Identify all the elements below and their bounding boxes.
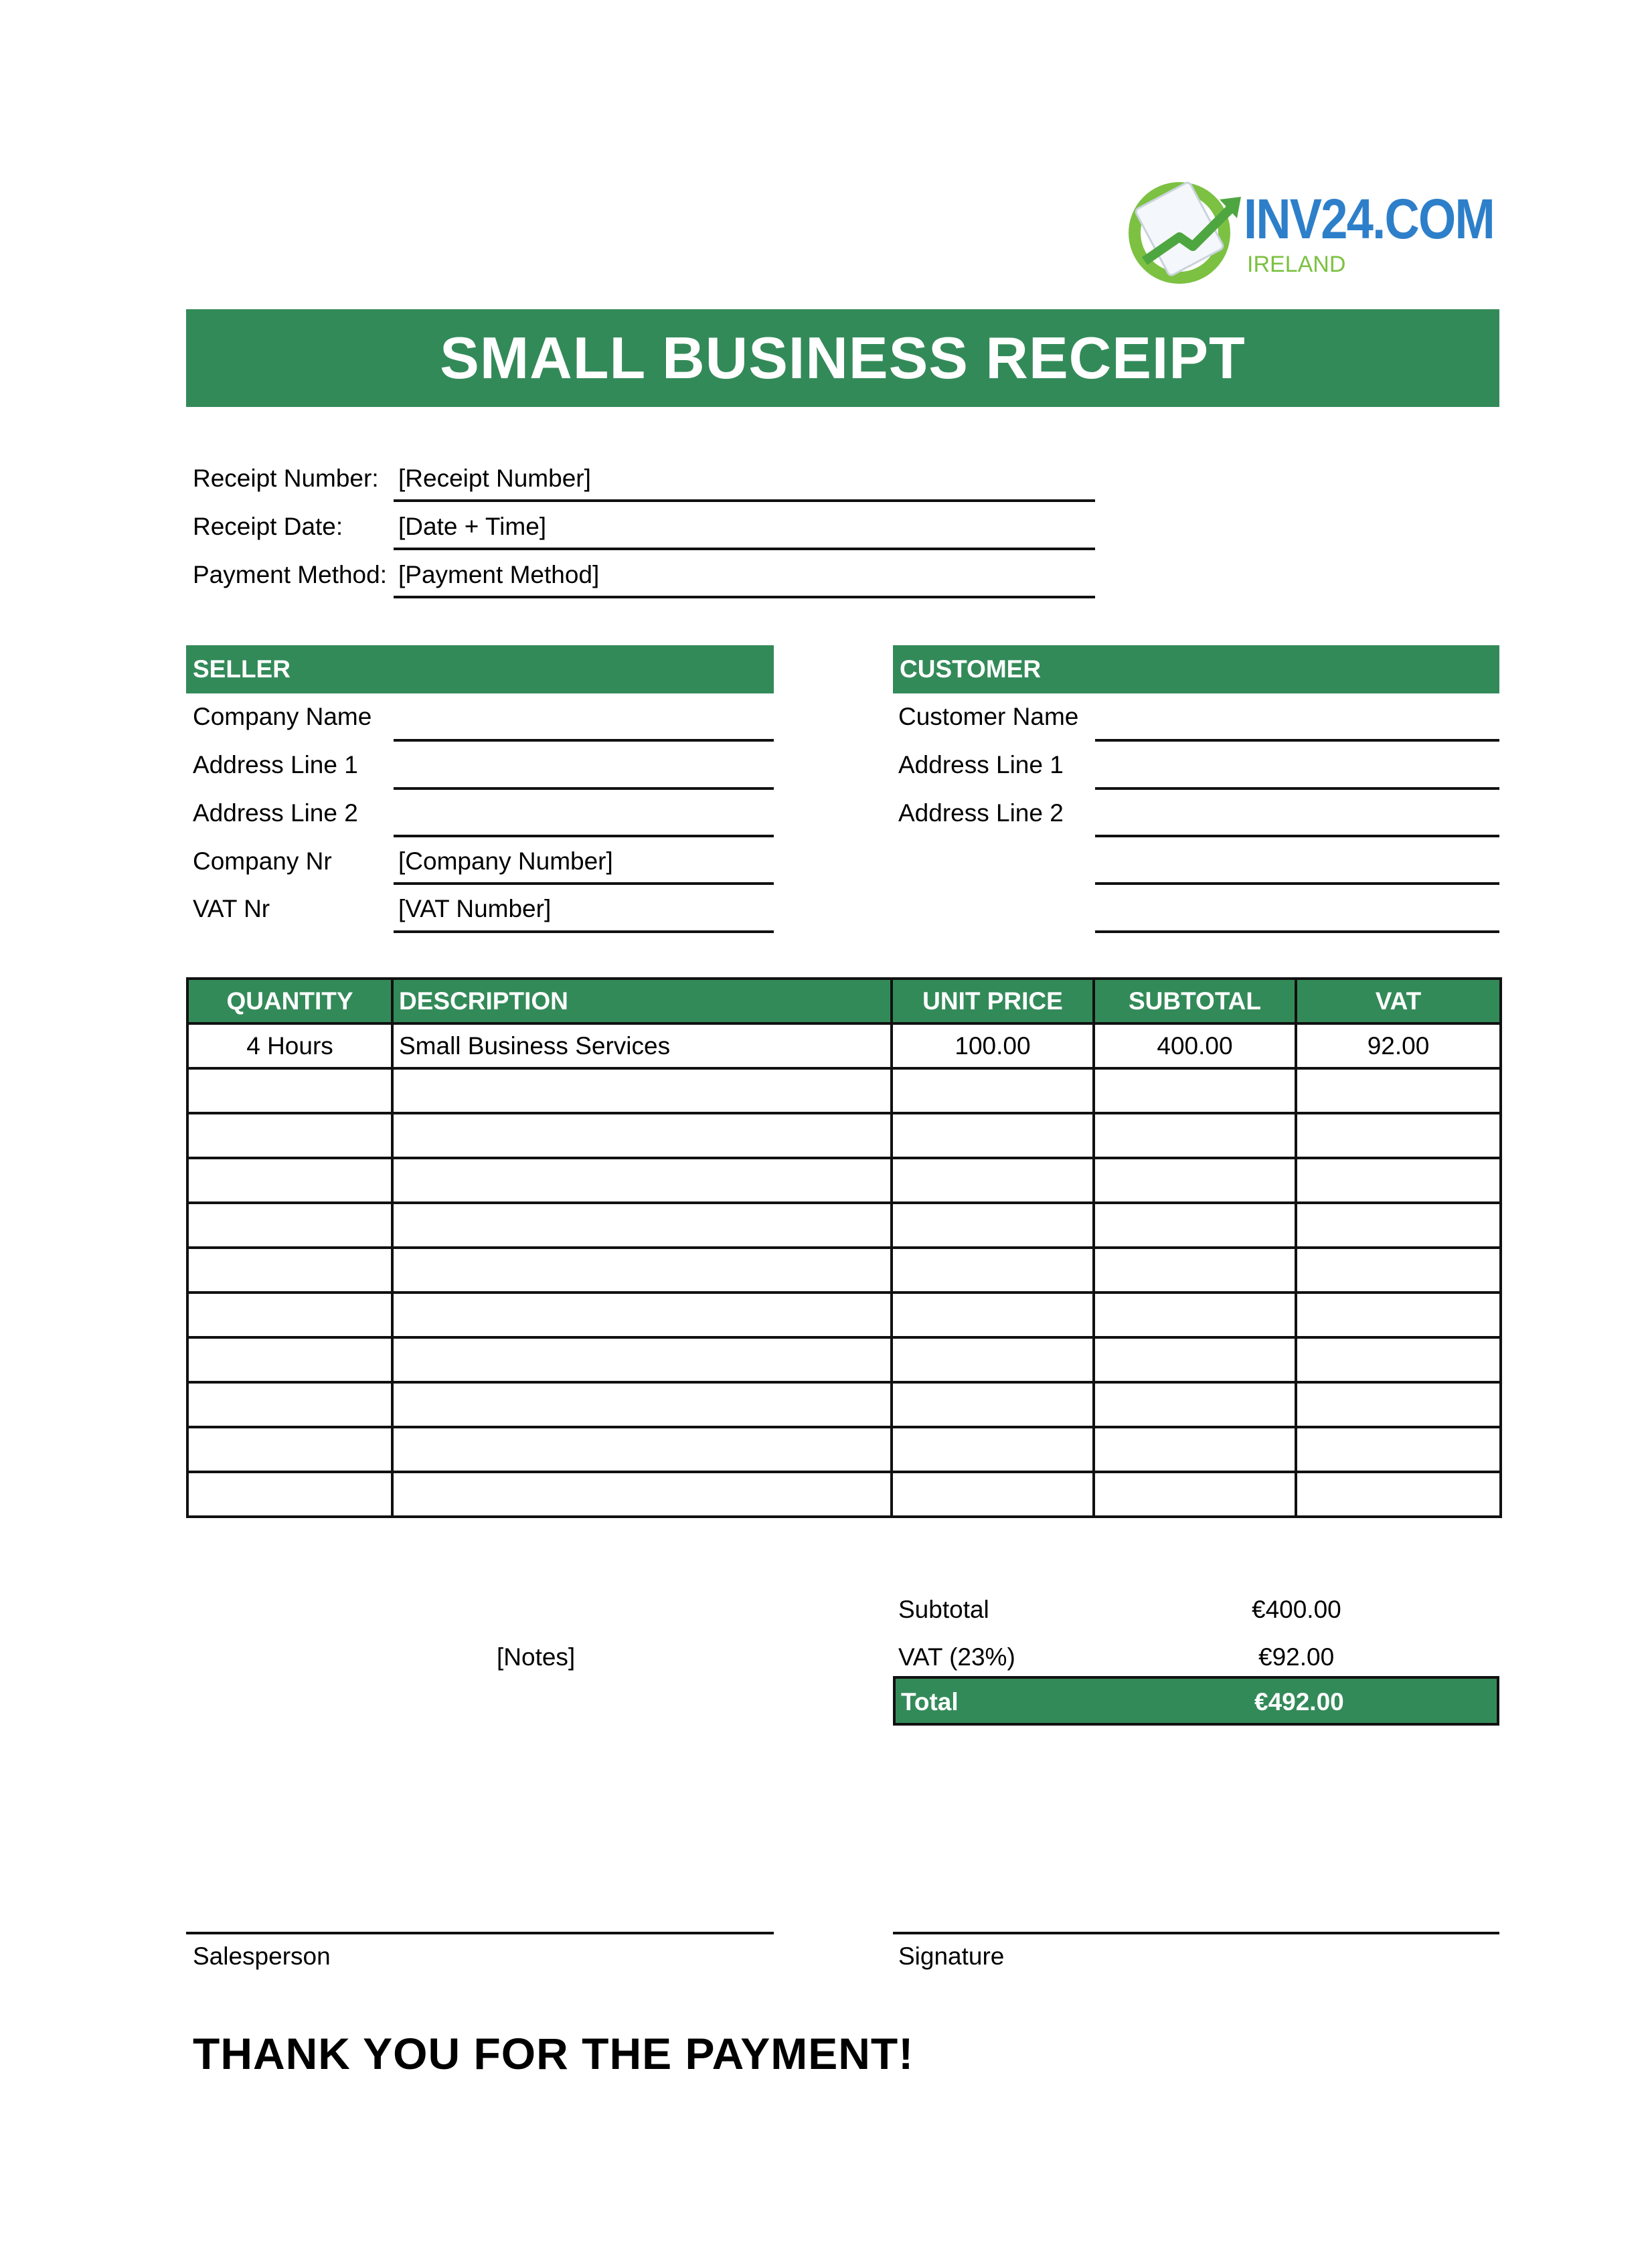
cell-subtotal[interactable] (1094, 1113, 1296, 1158)
seller-vat-nr-value[interactable]: [VAT Number] (398, 895, 552, 922)
cell-unit-price[interactable] (892, 1203, 1094, 1248)
cell-unit-price[interactable] (892, 1382, 1094, 1427)
seller-company-nr-value[interactable]: [Company Number] (398, 847, 613, 875)
cell-vat[interactable] (1296, 1068, 1501, 1113)
table-row (187, 1248, 1501, 1293)
seller-address2-label: Address Line 2 (193, 799, 358, 827)
cell-subtotal[interactable] (1094, 1158, 1296, 1203)
seller-vat-nr-line (394, 930, 774, 933)
cell-quantity[interactable] (187, 1113, 392, 1158)
customer-address2-label: Address Line 2 (898, 799, 1064, 827)
page-title: SMALL BUSINESS RECEIPT (440, 325, 1246, 391)
cell-vat[interactable] (1296, 1382, 1501, 1427)
seller-address1-label: Address Line 1 (193, 751, 358, 778)
cell-unit-price[interactable] (892, 1472, 1094, 1517)
cell-vat[interactable] (1296, 1203, 1501, 1248)
cell-description[interactable] (392, 1158, 892, 1203)
cell-description[interactable] (392, 1472, 892, 1517)
cell-unit-price[interactable] (892, 1068, 1094, 1113)
items-table (186, 977, 1502, 1518)
cell-unit-price[interactable] (892, 1427, 1094, 1472)
cell-unit-price[interactable] (892, 1337, 1094, 1382)
customer-address1-label: Address Line 1 (898, 751, 1064, 778)
seller-header (186, 645, 774, 693)
receipt-number-label: Receipt Number: (193, 465, 379, 492)
signature-label: Signature (898, 1942, 1005, 1970)
cell-vat[interactable] (1296, 1158, 1501, 1203)
subtotal-value: €400.00 (1252, 1596, 1341, 1623)
col-header-unit-price: UNIT PRICE (892, 979, 1094, 1023)
cell-subtotal[interactable] (1094, 1203, 1296, 1248)
cell-subtotal[interactable] (1094, 1382, 1296, 1427)
cell-description[interactable] (392, 1248, 892, 1293)
cell-quantity[interactable] (187, 1068, 392, 1113)
cell-quantity[interactable] (187, 1382, 392, 1427)
receipt-number-line (394, 499, 1095, 502)
notes-text[interactable]: [Notes] (497, 1643, 576, 1671)
logo-brand-text: INV24.COM (1244, 187, 1494, 250)
customer-extra1-line (1095, 882, 1499, 885)
cell-vat[interactable] (1296, 1113, 1501, 1158)
col-header-vat: VAT (1296, 979, 1501, 1023)
cell-subtotal[interactable] (1094, 1472, 1296, 1517)
customer-extra2-line (1095, 930, 1499, 933)
cell-description[interactable] (392, 1337, 892, 1382)
customer-name-line (1095, 739, 1499, 742)
cell-quantity[interactable]: 4 Hours (187, 1023, 392, 1068)
receipt-date-label: Receipt Date: (193, 513, 343, 540)
customer-heading: CUSTOMER (900, 655, 1042, 683)
receipt-date-line (394, 548, 1095, 550)
cell-description[interactable] (392, 1068, 892, 1113)
seller-heading: SELLER (193, 655, 291, 683)
cell-quantity[interactable] (187, 1293, 392, 1337)
cell-vat[interactable] (1296, 1248, 1501, 1293)
table-row (187, 1068, 1501, 1113)
receipt-number-value[interactable]: [Receipt Number] (398, 465, 591, 492)
cell-quantity[interactable] (187, 1158, 392, 1203)
cell-subtotal[interactable] (1094, 1248, 1296, 1293)
cell-unit-price[interactable] (892, 1158, 1094, 1203)
cell-subtotal[interactable]: 400.00 (1094, 1023, 1296, 1068)
grand-total-value: €492.00 (1254, 1688, 1344, 1716)
seller-company-name-line (394, 739, 774, 742)
table-row (187, 1472, 1501, 1517)
items-header-row (187, 979, 1501, 1023)
receipt-date-value[interactable]: [Date + Time] (398, 513, 547, 540)
cell-vat[interactable] (1296, 1472, 1501, 1517)
cell-vat[interactable]: 92.00 (1296, 1023, 1501, 1068)
payment-method-label: Payment Method: (193, 561, 387, 588)
seller-company-nr-line (394, 882, 774, 885)
cell-quantity[interactable] (187, 1203, 392, 1248)
grand-total-label: Total (901, 1688, 959, 1716)
cell-quantity[interactable] (187, 1337, 392, 1382)
salesperson-label: Salesperson (193, 1942, 331, 1970)
col-header-quantity: QUANTITY (187, 979, 392, 1023)
seller-address2-line (394, 835, 774, 837)
thank-you-footer: THANK YOU FOR THE PAYMENT! (193, 2029, 914, 2078)
vat-total-value: €92.00 (1258, 1643, 1335, 1671)
cell-subtotal[interactable] (1094, 1337, 1296, 1382)
signature-line (893, 1932, 1499, 1934)
vat-total-label: VAT (23%) (898, 1643, 1015, 1671)
cell-description[interactable] (392, 1113, 892, 1158)
customer-header (893, 645, 1499, 693)
payment-method-value[interactable]: [Payment Method] (398, 561, 600, 588)
table-row (187, 1337, 1501, 1382)
subtotal-label: Subtotal (898, 1596, 989, 1623)
col-header-subtotal: SUBTOTAL (1094, 979, 1296, 1023)
cell-description[interactable] (392, 1203, 892, 1248)
customer-name-label: Customer Name (898, 703, 1079, 730)
seller-address1-line (394, 787, 774, 790)
cell-vat[interactable] (1296, 1337, 1501, 1382)
seller-company-name-label: Company Name (193, 703, 372, 730)
cell-quantity[interactable] (187, 1472, 392, 1517)
cell-subtotal[interactable] (1094, 1427, 1296, 1472)
cell-unit-price[interactable] (892, 1293, 1094, 1337)
table-row (187, 1023, 1501, 1068)
cell-description[interactable] (392, 1427, 892, 1472)
cell-description[interactable] (392, 1293, 892, 1337)
payment-method-line (394, 596, 1095, 598)
table-row (187, 1113, 1501, 1158)
title-banner (186, 309, 1499, 407)
seller-company-nr-label: Company Nr (193, 847, 332, 875)
cell-quantity[interactable] (187, 1248, 392, 1293)
cell-unit-price[interactable] (892, 1113, 1094, 1158)
salesperson-line (186, 1932, 774, 1934)
seller-vat-nr-label: VAT Nr (193, 895, 270, 922)
cell-subtotal[interactable] (1094, 1293, 1296, 1337)
logo-region-text: IRELAND (1247, 252, 1346, 277)
col-header-description: DESCRIPTION (392, 979, 892, 1023)
cell-quantity[interactable] (187, 1427, 392, 1472)
cell-vat[interactable] (1296, 1427, 1501, 1472)
grand-total-bar (893, 1676, 1499, 1726)
table-row (187, 1203, 1501, 1248)
cell-vat[interactable] (1296, 1293, 1501, 1337)
customer-address1-line (1095, 787, 1499, 790)
table-row (187, 1293, 1501, 1337)
cell-description[interactable]: Small Business Services (392, 1023, 892, 1068)
table-row (187, 1427, 1501, 1472)
cell-unit-price[interactable] (892, 1248, 1094, 1293)
cell-description[interactable] (392, 1382, 892, 1427)
cell-unit-price[interactable]: 100.00 (892, 1023, 1094, 1068)
table-row (187, 1382, 1501, 1427)
customer-address2-line (1095, 835, 1499, 837)
cell-subtotal[interactable] (1094, 1068, 1296, 1113)
table-row (187, 1158, 1501, 1203)
